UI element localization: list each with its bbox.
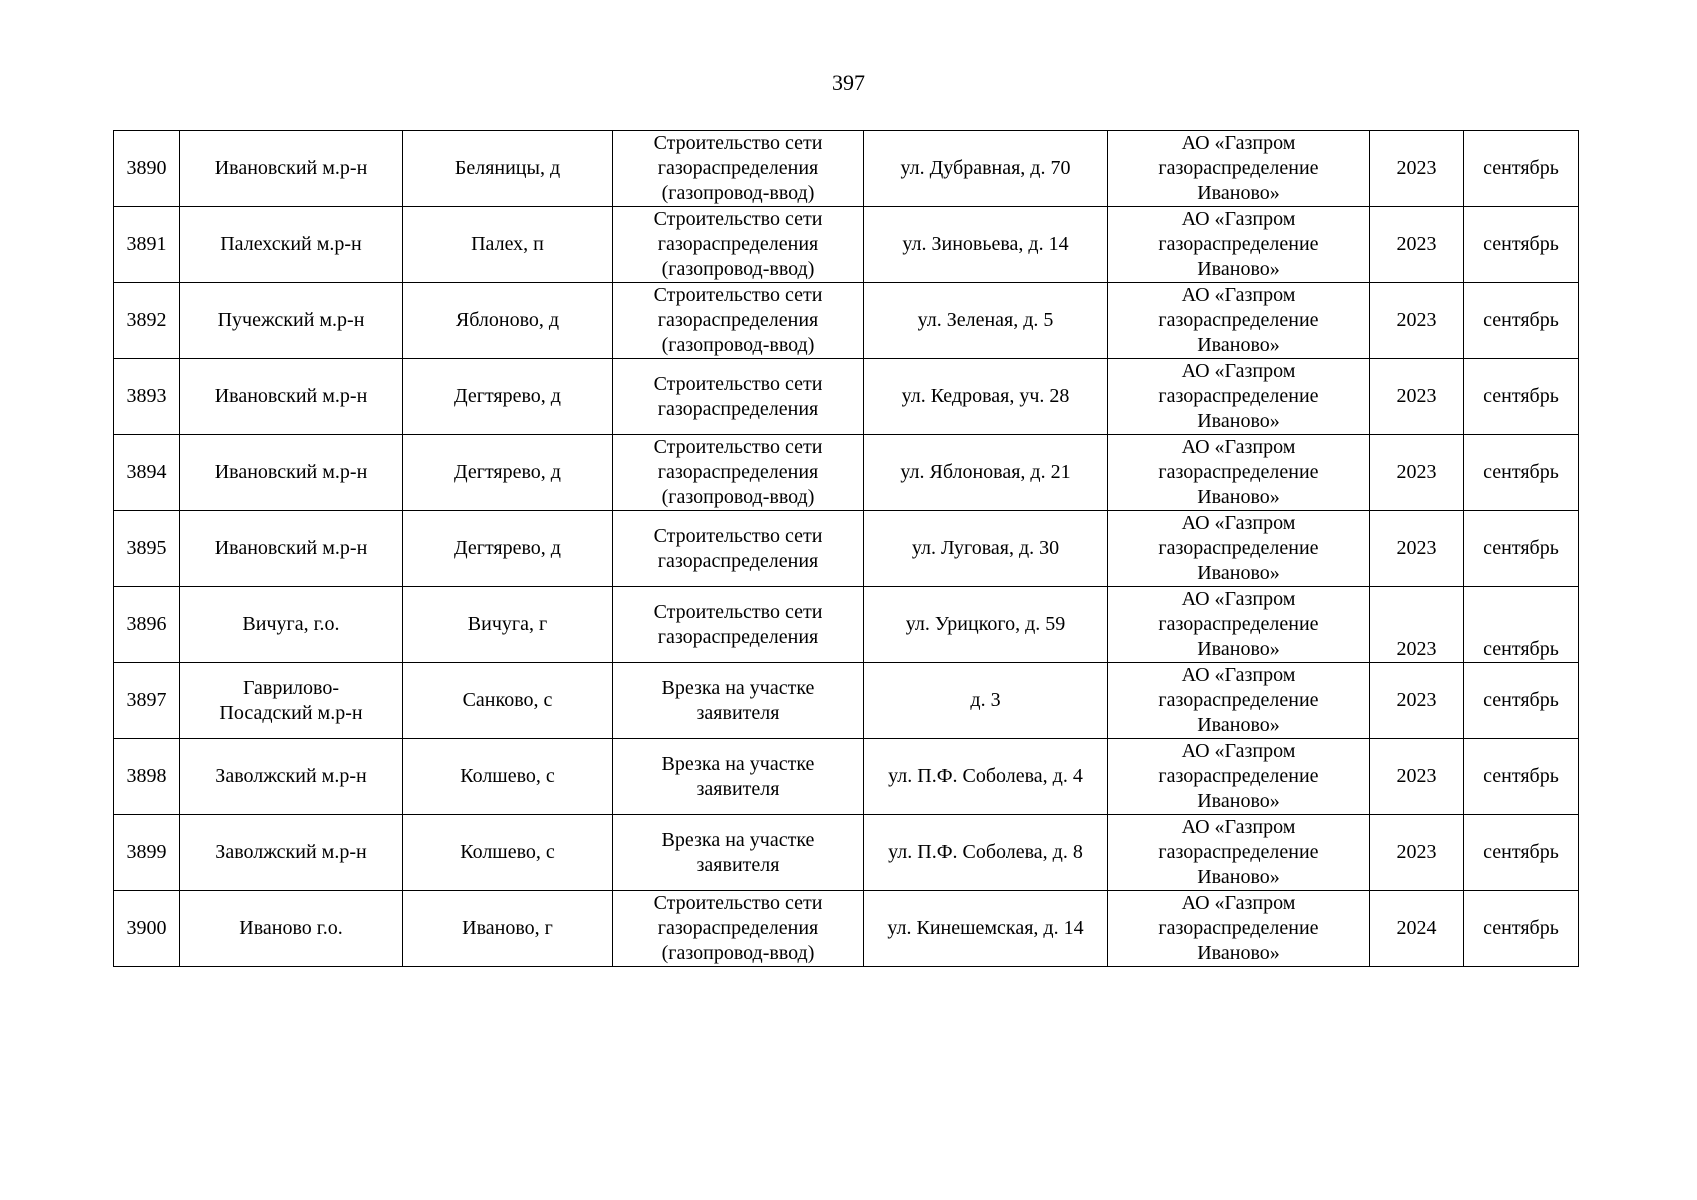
district-cell: Ивановский м.р-н (180, 435, 403, 511)
district-cell: Ивановский м.р-н (180, 511, 403, 587)
organization-cell: АО «Газпром газораспределение Иваново» (1108, 359, 1370, 435)
address-cell: д. 3 (864, 663, 1108, 739)
work-type-cell: Строительство сети газораспределения (газопровод-ввод) (613, 435, 864, 511)
row-number: 3897 (114, 663, 180, 739)
work-type-cell: Строительство сети газораспределения (газопровод-ввод) (613, 283, 864, 359)
month-cell: сентябрь (1464, 207, 1579, 283)
table-row (114, 207, 1579, 283)
year-cell: 2023 (1370, 663, 1464, 739)
settlement-cell: Дегтярево, д (403, 435, 613, 511)
address-cell: ул. Кедровая, уч. 28 (864, 359, 1108, 435)
work-type-cell: Строительство сети газораспределения (613, 511, 864, 587)
settlement-cell: Палех, п (403, 207, 613, 283)
row-number: 3894 (114, 435, 180, 511)
work-type-cell: Врезка на участке заявителя (613, 815, 864, 891)
work-type-cell: Строительство сети газораспределения (газопровод-ввод) (613, 207, 864, 283)
organization-cell: АО «Газпром газораспределение Иваново» (1108, 511, 1370, 587)
address-cell: ул. Урицкого, д. 59 (864, 587, 1108, 663)
month-cell: сентябрь (1464, 891, 1579, 967)
table-row (114, 131, 1579, 207)
year-cell: 2023 (1370, 359, 1464, 435)
page-number: 397 (832, 70, 865, 95)
district-cell: Ивановский м.р-н (180, 359, 403, 435)
district-cell: Иваново г.о. (180, 891, 403, 967)
month-cell: сентябрь (1464, 359, 1579, 435)
table-row (114, 663, 1579, 739)
district-cell: Вичуга, г.о. (180, 587, 403, 663)
row-number: 3900 (114, 891, 180, 967)
organization-cell: АО «Газпром газораспределение Иваново» (1108, 739, 1370, 815)
year-cell: 2023 (1370, 435, 1464, 511)
district-cell: Заволжский м.р-н (180, 739, 403, 815)
month-cell: сентябрь (1464, 663, 1579, 739)
row-number: 3893 (114, 359, 180, 435)
table-row (114, 283, 1579, 359)
month-cell: сентябрь (1464, 587, 1579, 663)
month-cell: сентябрь (1464, 739, 1579, 815)
table-row (114, 739, 1579, 815)
data-table (113, 130, 1579, 967)
row-number: 3898 (114, 739, 180, 815)
settlement-cell: Дегтярево, д (403, 511, 613, 587)
settlement-cell: Иваново, г (403, 891, 613, 967)
work-type-cell: Строительство сети газораспределения (613, 359, 864, 435)
settlement-cell: Дегтярево, д (403, 359, 613, 435)
work-type-cell: Строительство сети газораспределения (613, 587, 864, 663)
organization-cell: АО «Газпром газораспределение Иваново» (1108, 207, 1370, 283)
table-row (114, 587, 1579, 663)
year-cell: 2023 (1370, 283, 1464, 359)
district-cell: Гаврилово- Посадский м.р-н (180, 663, 403, 739)
district-cell: Ивановский м.р-н (180, 131, 403, 207)
settlement-cell: Санково, с (403, 663, 613, 739)
month-cell: сентябрь (1464, 511, 1579, 587)
year-cell: 2024 (1370, 891, 1464, 967)
address-cell: ул. Кинешемская, д. 14 (864, 891, 1108, 967)
year-cell: 2023 (1370, 131, 1464, 207)
address-cell: ул. Зеленая, д. 5 (864, 283, 1108, 359)
organization-cell: АО «Газпром газораспределение Иваново» (1108, 283, 1370, 359)
work-type-cell: Строительство сети газораспределения (газопровод-ввод) (613, 891, 864, 967)
table-row (114, 891, 1579, 967)
address-cell: ул. П.Ф. Соболева, д. 8 (864, 815, 1108, 891)
district-cell: Заволжский м.р-н (180, 815, 403, 891)
settlement-cell: Вичуга, г (403, 587, 613, 663)
settlement-cell: Беляницы, д (403, 131, 613, 207)
settlement-cell: Колшево, с (403, 739, 613, 815)
address-cell: ул. Зиновьева, д. 14 (864, 207, 1108, 283)
address-cell: ул. Яблоновая, д. 21 (864, 435, 1108, 511)
row-number: 3899 (114, 815, 180, 891)
organization-cell: АО «Газпром газораспределение Иваново» (1108, 891, 1370, 967)
month-cell: сентябрь (1464, 435, 1579, 511)
year-cell: 2023 (1370, 511, 1464, 587)
row-number: 3896 (114, 587, 180, 663)
table-row (114, 435, 1579, 511)
table-row (114, 511, 1579, 587)
month-cell: сентябрь (1464, 815, 1579, 891)
organization-cell: АО «Газпром газораспределение Иваново» (1108, 131, 1370, 207)
row-number: 3891 (114, 207, 180, 283)
row-number: 3892 (114, 283, 180, 359)
district-cell: Палехский м.р-н (180, 207, 403, 283)
year-cell: 2023 (1370, 739, 1464, 815)
table-row (114, 359, 1579, 435)
year-cell: 2023 (1370, 207, 1464, 283)
row-number: 3895 (114, 511, 180, 587)
settlement-cell: Колшево, с (403, 815, 613, 891)
address-cell: ул. Дубравная, д. 70 (864, 131, 1108, 207)
work-type-cell: Врезка на участке заявителя (613, 739, 864, 815)
address-cell: ул. П.Ф. Соболева, д. 4 (864, 739, 1108, 815)
district-cell: Пучежский м.р-н (180, 283, 403, 359)
address-cell: ул. Луговая, д. 30 (864, 511, 1108, 587)
year-cell: 2023 (1370, 815, 1464, 891)
organization-cell: АО «Газпром газораспределение Иваново» (1108, 435, 1370, 511)
work-type-cell: Строительство сети газораспределения (газопровод-ввод) (613, 131, 864, 207)
year-cell: 2023 (1370, 587, 1464, 663)
month-cell: сентябрь (1464, 131, 1579, 207)
month-cell: сентябрь (1464, 283, 1579, 359)
organization-cell: АО «Газпром газораспределение Иваново» (1108, 587, 1370, 663)
work-type-cell: Врезка на участке заявителя (613, 663, 864, 739)
organization-cell: АО «Газпром газораспределение Иваново» (1108, 663, 1370, 739)
row-number: 3890 (114, 131, 180, 207)
settlement-cell: Яблоново, д (403, 283, 613, 359)
organization-cell: АО «Газпром газораспределение Иваново» (1108, 815, 1370, 891)
table-row (114, 815, 1579, 891)
